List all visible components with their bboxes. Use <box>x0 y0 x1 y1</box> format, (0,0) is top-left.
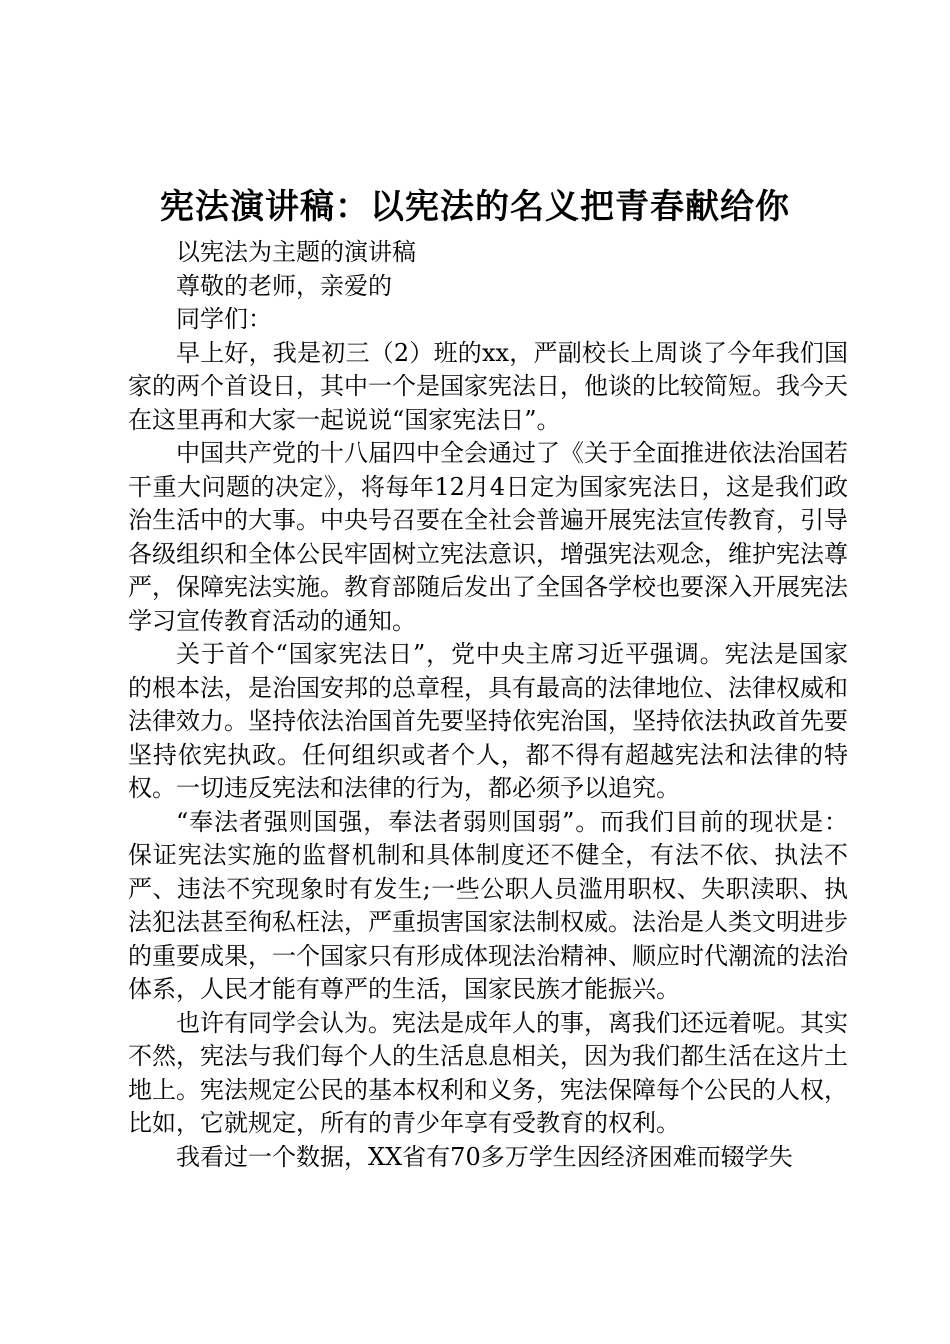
salutation-line-2: 同学们： <box>176 305 272 333</box>
paragraph: “奉法者强则国强，奉法者弱则国弱”。而我们目前的现状是：保证宪法实施的监督机制和具体制度还不健全，有法不依、执法不严、违法不究现象时有发生;一些公职人员滥用职权、失职渎职、执法犯法甚至徇私枉法，严重损害国家法制权威。法治是人类文明进步的重要成果，一个国家只有形成体现法治精神、顺应时代潮流的法治体系，人民才能有尊严的生活，国家民族才能振兴。 <box>128 807 848 1003</box>
paragraph: 早上好，我是初三（2）班的xx，严副校长上周谈了今年我们国家的两个首设日，其中一个是国家宪法日，他谈的比较简短。我今天在这里再和大家一起说说“国家宪法日”。 <box>128 338 848 434</box>
document-body <box>128 236 848 1174</box>
paragraph: 中国共产党的十八届四中全会通过了《关于全面推进依法治国若干重大问题的决定》，将每年12月4日定为国家宪法日，这是我们政治生活中的大事。中央号召要在全社会普遍开展宪法宣传教育，引导各级组织和全体公民牢固树立宪法意识，增强宪法观念，维护宪法尊严，保障宪法实施。教育部随后发出了全国各学校也要深入开展宪法学习宣传教育活动的通知。 <box>128 439 848 635</box>
document-subtitle: 以宪法为主题的演讲稿 <box>176 238 416 266</box>
document-title: 宪法演讲稿：以宪法的名义把青春献给你 <box>160 187 790 227</box>
paragraph: 也许有同学会认为。宪法是成年人的事，离我们还远着呢。其实不然，宪法与我们每个人的生活息息相关，因为我们都生活在这片土地上。宪法规定公民的基本权利和义务，宪法保障每个公民的人权，比如，它就规定，所有的青少年享有受教育的权利。 <box>128 1008 848 1137</box>
salutation-line-1: 尊敬的老师，亲爱的 <box>176 271 392 300</box>
paragraph: 关于首个“国家宪法日”，党中央主席习近平强调。宪法是国家的根本法，是治国安邦的总章程，具有最高的法律地位、法律权威和法律效力。坚持依法治国首先要坚持依宪治国，坚持依法执政首先要坚持依宪执政。任何组织或者个人，都不得有超越宪法和法律的特权。一切违反宪法和法律的行为，都必须予以追究。 <box>128 640 848 802</box>
paragraph: 我看过一个数据，XX省有70多万学生因经济困难而辍学失 <box>176 1142 793 1171</box>
